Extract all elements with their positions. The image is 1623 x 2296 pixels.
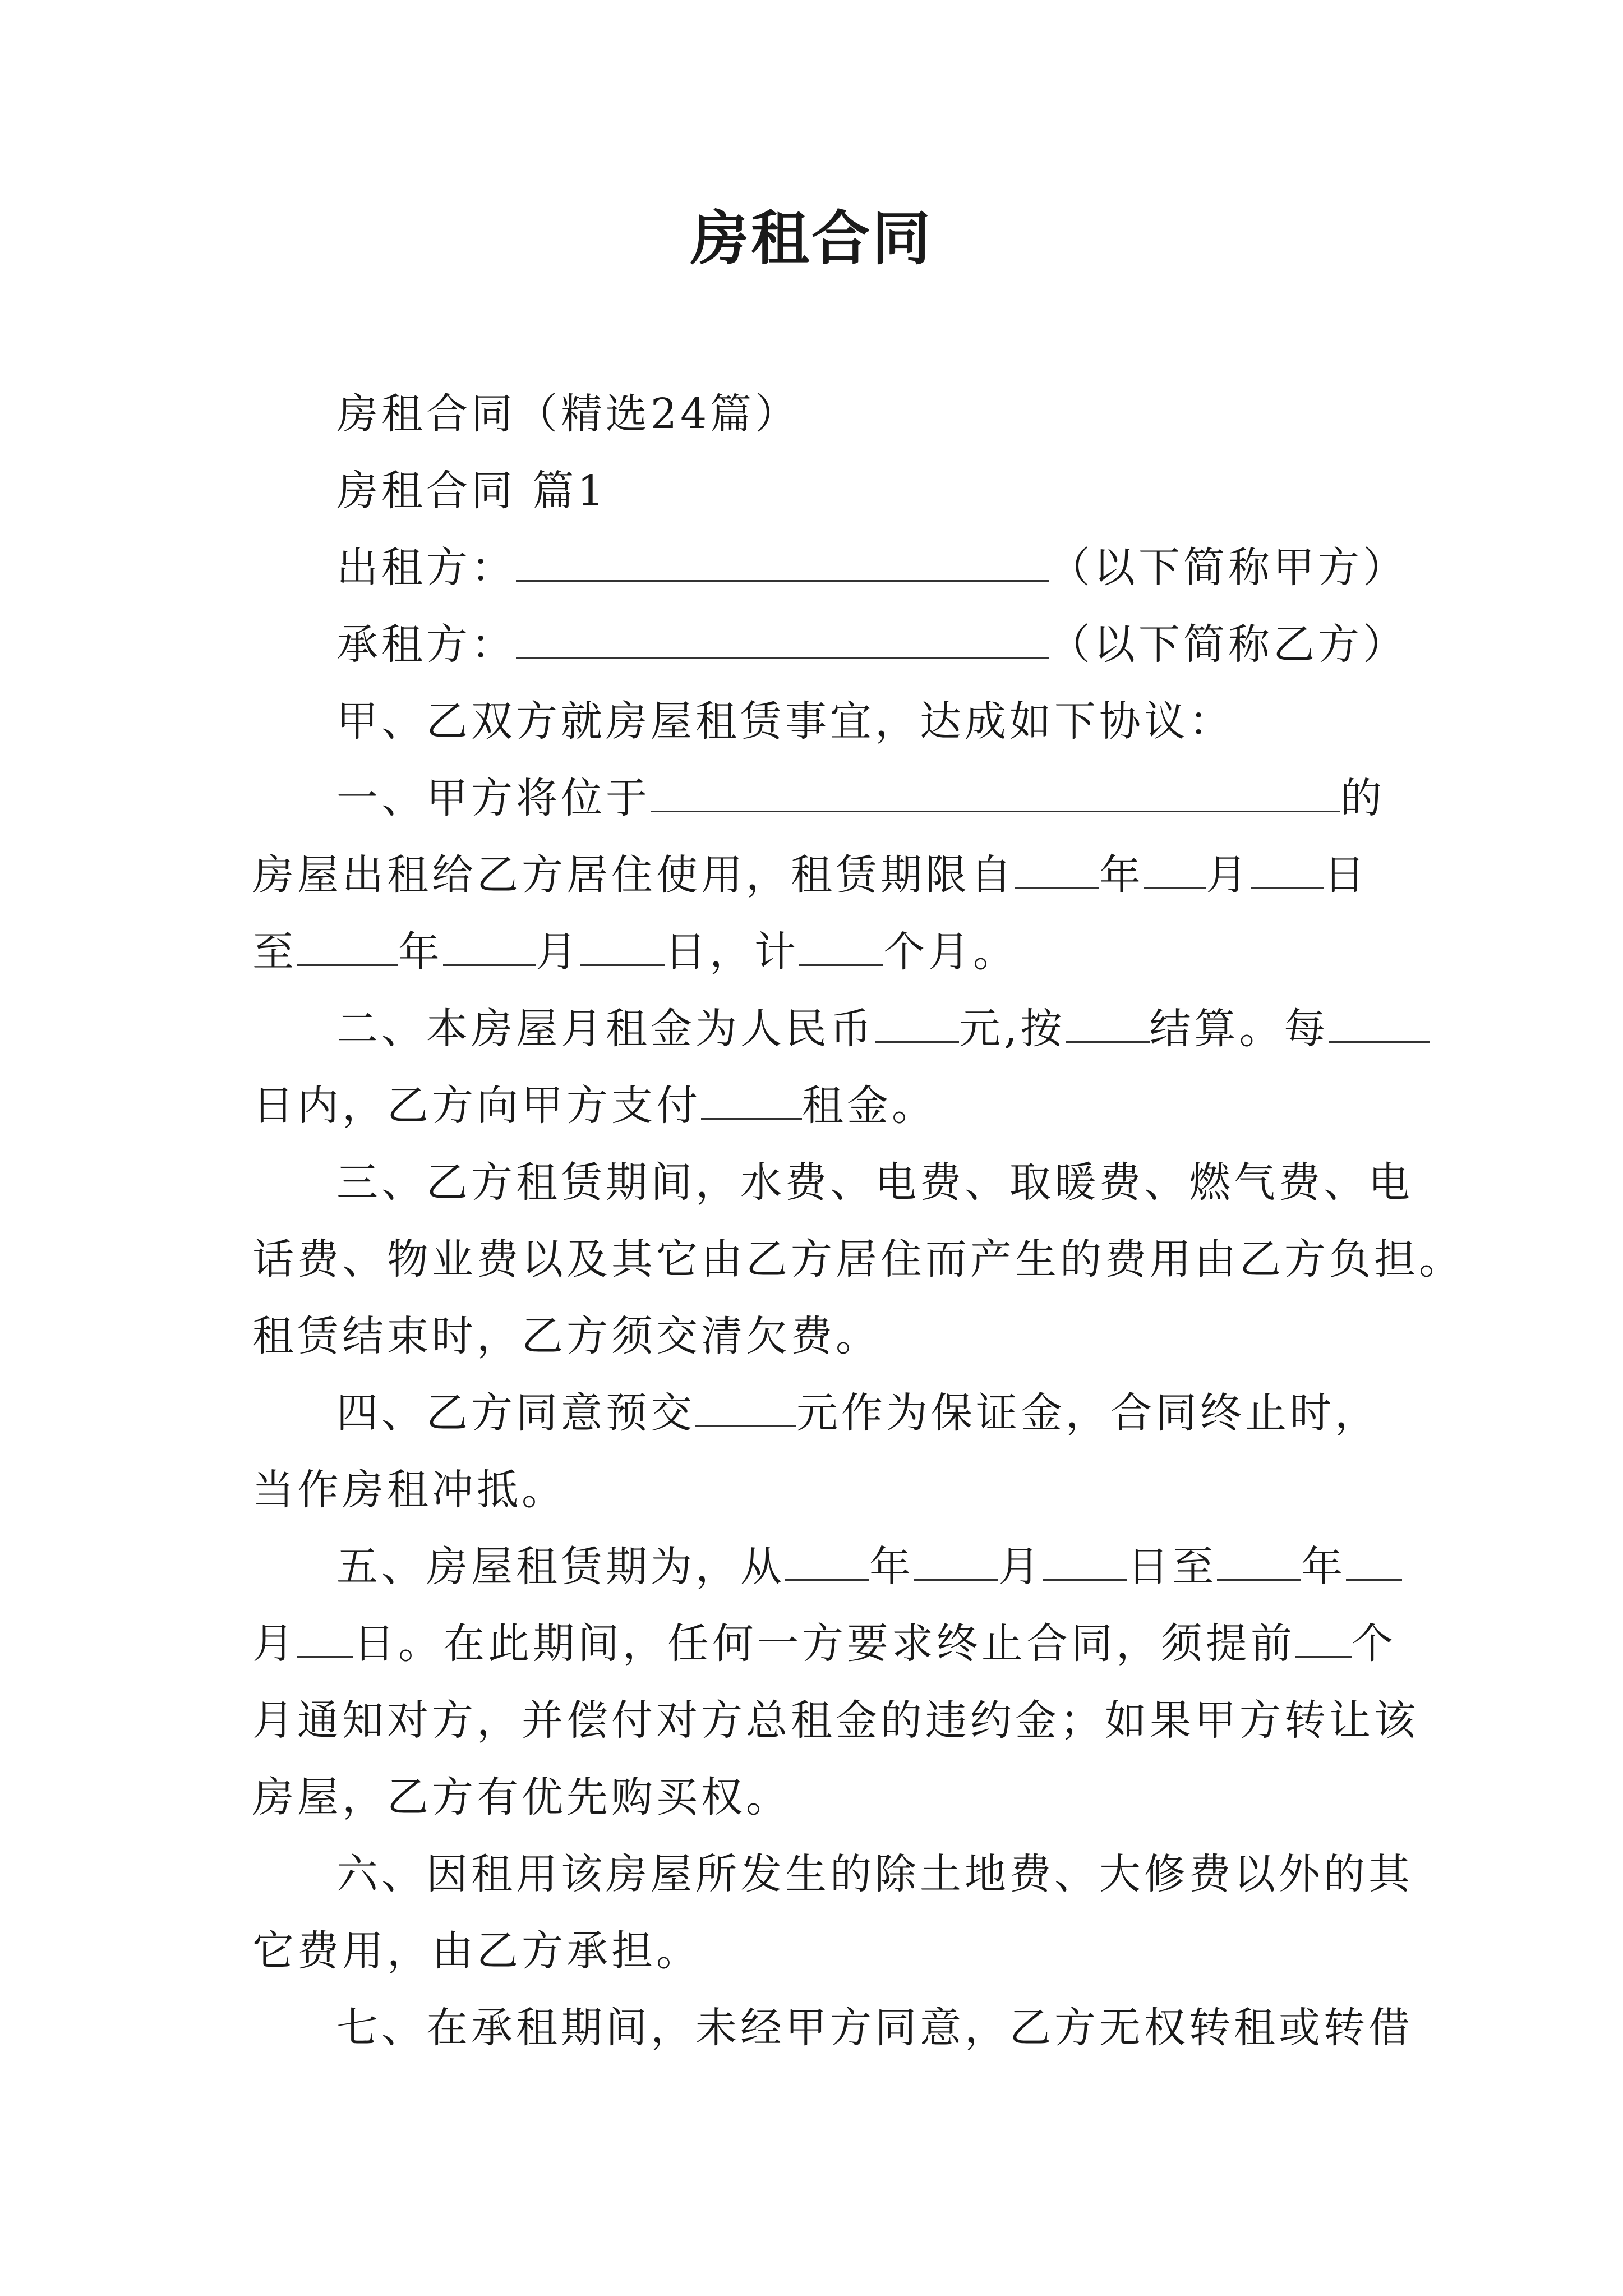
clause3-line3: 租赁结束时，乙方须交清欠费。: [252, 1312, 880, 1360]
clause4-line1: [252, 1375, 1380, 1452]
lease-start-month-blank[interactable]: [914, 1535, 998, 1581]
lessee-suffix: （以下简称乙方）: [1049, 620, 1408, 669]
clause5-text: 年: [869, 1543, 914, 1591]
clause4-line2: 当作房租冲抵。: [252, 1466, 566, 1514]
start-year-blank[interactable]: [1015, 844, 1099, 889]
clause3-line1: 三、乙方租赁期间，水费、电费、取暖费、燃气费、电: [336, 1158, 1413, 1207]
clause4-text: 四、乙方同意预交: [336, 1389, 695, 1437]
lessee-blank[interactable]: [516, 613, 1049, 659]
document-body: [252, 376, 1464, 2067]
clause2-text: 元,按: [959, 1005, 1066, 1053]
deposit-blank[interactable]: [695, 1382, 796, 1427]
lessor-line: [252, 530, 1408, 606]
clause1-text: 房屋出租给乙方居住使用，租赁期限自: [252, 851, 1015, 899]
clause5-text: 年: [1301, 1543, 1346, 1591]
clause2-line2: [252, 1068, 1377, 1144]
clause6-line1: 六、因租用该房屋所发生的除土地费、大修费以外的其: [336, 1850, 1413, 1898]
clause2-line1: [252, 991, 1377, 1068]
clause2-text: 日内，乙方向甲方支付: [252, 1082, 701, 1130]
clause1-text: 日: [1324, 851, 1368, 899]
lessor-label: 出租方：: [336, 544, 516, 592]
clause5-text: 五、房屋租赁期为，从: [336, 1543, 785, 1591]
clause5-text: 日至: [1127, 1543, 1217, 1591]
clause1-text: 年: [398, 928, 443, 976]
clause5-text: 月: [998, 1543, 1043, 1591]
clause1-line1: [252, 760, 1385, 837]
clause1-text: 至: [252, 928, 297, 976]
subtitle: 房租合同（精选24篇）: [336, 390, 800, 438]
lease-start-year-blank[interactable]: [785, 1535, 869, 1581]
lease-end-day-blank[interactable]: [297, 1612, 353, 1658]
rent-amount-blank[interactable]: [875, 997, 959, 1043]
clause2-text: 二、本房屋月租金为人民币: [336, 1005, 875, 1053]
address-blank[interactable]: [651, 767, 1340, 812]
clause5-text: 个: [1352, 1619, 1396, 1668]
clause1-text: 年: [1099, 851, 1144, 899]
payment-blank[interactable]: [701, 1074, 802, 1120]
notice-months-blank[interactable]: [1295, 1612, 1352, 1658]
lease-start-day-blank[interactable]: [1043, 1535, 1127, 1581]
clause1-text: 一、甲方将位于: [336, 774, 651, 822]
clause3-line2: 话费、物业费以及其它由乙方居住而产生的费用由乙方负担。: [252, 1235, 1464, 1283]
clause1-text: 个月。: [883, 928, 1018, 976]
period-blank[interactable]: [1329, 997, 1430, 1043]
clause5-line2: [252, 1605, 1396, 1682]
lessee-line: [252, 606, 1408, 683]
lease-end-month-blank[interactable]: [1346, 1535, 1402, 1581]
months-blank[interactable]: [799, 921, 883, 966]
end-month-blank[interactable]: [443, 921, 536, 966]
start-day-blank[interactable]: [1251, 844, 1324, 889]
clause1-text: 月: [1206, 851, 1251, 899]
clause5-line1: [252, 1529, 1377, 1605]
settlement-blank[interactable]: [1066, 997, 1150, 1043]
lease-end-year-blank[interactable]: [1217, 1535, 1301, 1581]
clause2-text: 租金。: [802, 1082, 937, 1130]
lessee-label: 承租方：: [336, 620, 516, 669]
clause1-line2: [252, 837, 1377, 914]
lessor-suffix: （以下简称甲方）: [1049, 544, 1408, 592]
clause7-line1: 七、在承租期间，未经甲方同意，乙方无权转租或转借: [336, 2004, 1413, 2052]
intro-paragraph: 甲、乙双方就房屋租赁事宜，达成如下协议：: [336, 697, 1234, 746]
clause1-text: 月: [536, 928, 580, 976]
end-year-blank[interactable]: [297, 921, 398, 966]
section-heading: 房租合同 篇1: [336, 467, 607, 515]
clause5-text: 日。在此期间，任何一方要求终止合同，须提前: [353, 1619, 1295, 1668]
clause4-text: 元作为保证金，合同终止时，: [796, 1389, 1380, 1437]
end-day-blank[interactable]: [580, 921, 665, 966]
clause1-text: 日，计: [665, 928, 799, 976]
clause1-text: 的: [1340, 774, 1385, 822]
start-month-blank[interactable]: [1144, 844, 1206, 889]
clause1-line3: [252, 914, 1377, 991]
clause5-line3: 月通知对方，并偿付对方总租金的违约金；如果甲方转让该: [252, 1696, 1419, 1745]
clause5-text: 月: [252, 1619, 297, 1668]
document-title: 房租合同: [690, 204, 933, 273]
lessor-blank[interactable]: [516, 536, 1049, 582]
clause2-text: 结算。每: [1149, 1005, 1329, 1053]
clause6-line2: 它费用，由乙方承担。: [252, 1927, 701, 1975]
clause5-line4: 房屋，乙方有优先购买权。: [252, 1773, 791, 1821]
